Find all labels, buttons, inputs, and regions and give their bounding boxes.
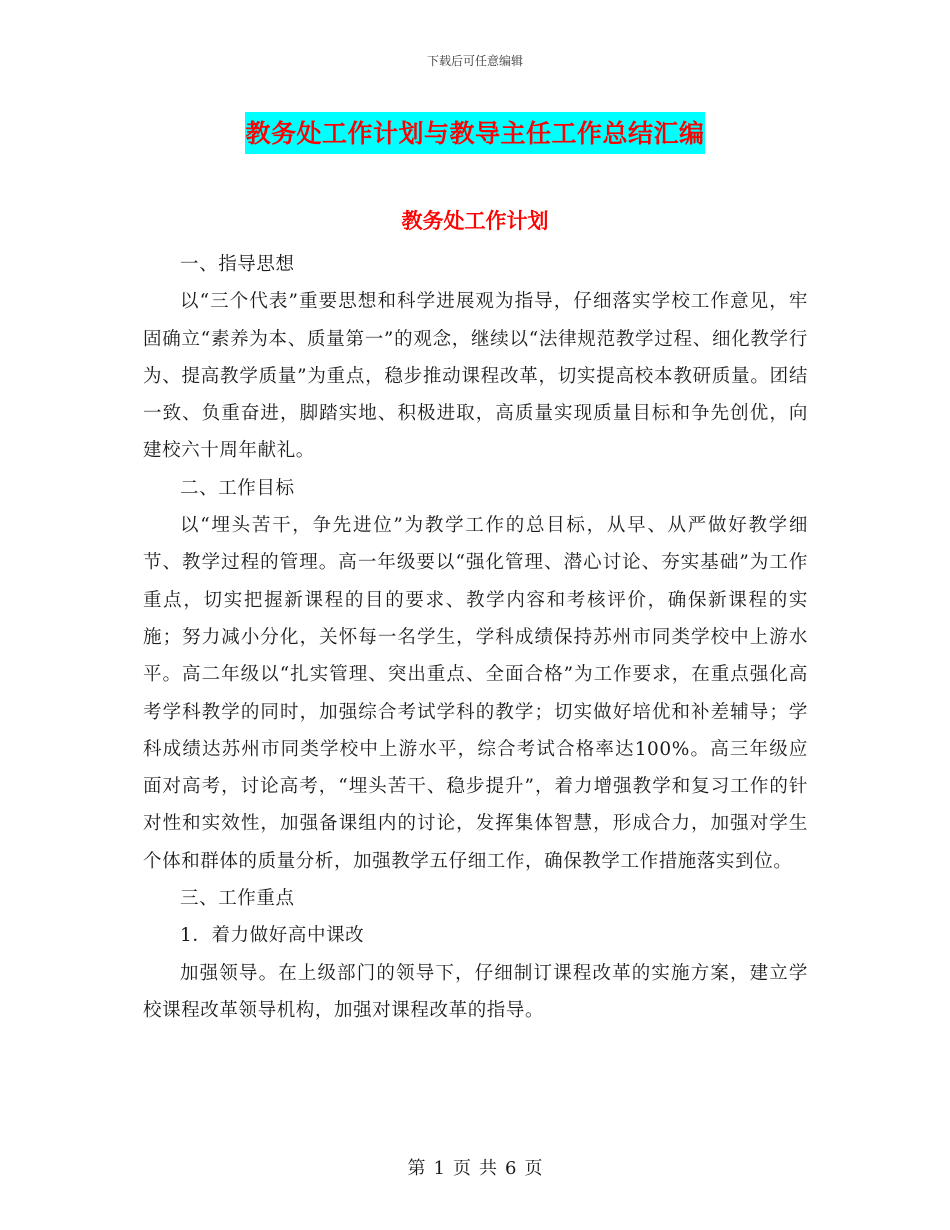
section-heading: 一、指导思想: [180, 254, 295, 275]
section-title: 教务处工作计划: [401, 208, 549, 233]
page-footer: [0, 1154, 950, 1180]
page-current-number: 1: [433, 1158, 445, 1179]
page-total-number: 6: [505, 1158, 517, 1179]
page-header-note: 下载后可任意编辑: [426, 54, 523, 68]
body-paragraph: 以“埋头苦干，争先进位”为教学工作的总目标，从早、从严做好教学细节、教学过程的管理。高一年级要以“强化管理、潜心讨论、夯实基础”为工作重点，切实把握新课程的目的要求、教学内容和考核评价，确保新课程的实施；努力减小分化，关怀每一名学生，学科成绩保持苏州市同类学校中上游水平。高二年级以“扎实管理、突出重点、全面合格”为工作要求，在重点强化高考学科教学的同时，加强综合考试学科的教学；切实做好培优和补差辅导；学科成绩达苏州市同类学校中上游水平，综合考试合格率达100%。高三年级应面对高考，讨论高考，“埋头苦干、稳步提升”，着力增强教学和复习工作的针对性和实效性，加强备课组内的讨论，发挥集体智慧，形成合力，加强对学生个体和群体的质量分析，加强教学五仔细工作，确保教学工作措施落实到位。: [143, 515, 808, 872]
section-heading: 二、工作目标: [180, 477, 295, 499]
section-heading: 三、工作重点: [180, 888, 295, 910]
body-paragraph: 以“三个代表”重要思想和科学进展观为指导，仔细落实学校工作意见，牢固确立“素养为本、质量第一”的观念，继续以“法律规范教学过程、细化教学行为、提高教学质量”为重点，稳步推动课程改革，切实提高校本教研质量。团结一致、负重奋进，脚踏实地、积极进取，高质量实现质量目标和争先创优，向建校六十周年献礼。: [143, 291, 808, 462]
page-label: 第: [407, 1158, 426, 1179]
page-total-label: 共: [479, 1158, 497, 1179]
main-title-container: [0, 112, 950, 154]
body-paragraph: 加强领导。在上级部门的领导下，仔细制订课程改革的实施方案，建立学校课程改革领导机构，加强对课程改革的指导。: [143, 962, 808, 1021]
page-label: 页: [453, 1158, 471, 1179]
document-title: 教务处工作计划与教导主任工作总结汇编: [245, 112, 704, 154]
page-label: 页: [524, 1158, 543, 1179]
subsection-heading: 1．着力做好高中课改: [180, 925, 365, 947]
document-body: [143, 246, 808, 1029]
